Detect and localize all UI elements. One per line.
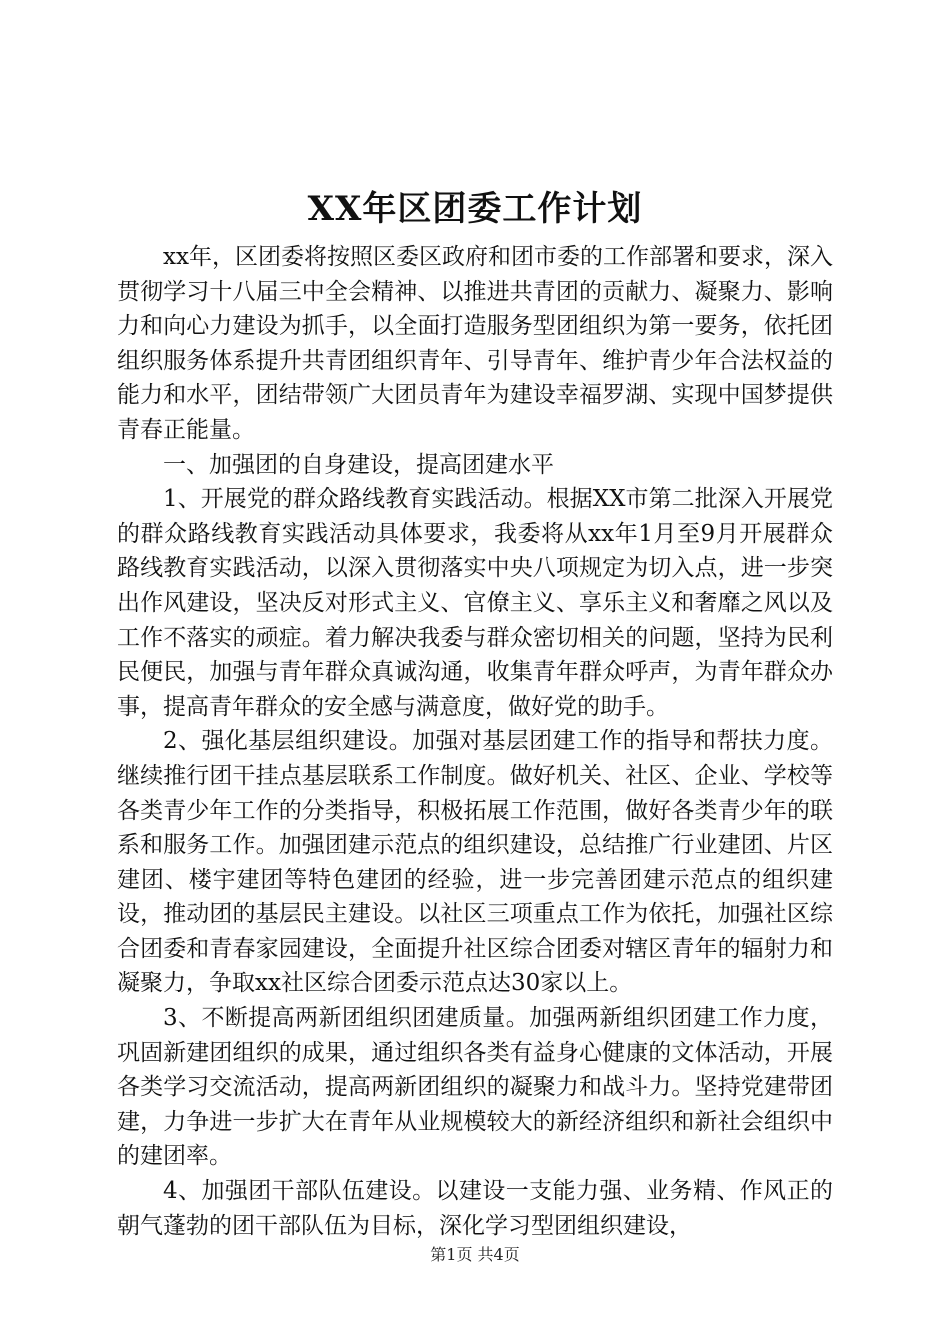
paragraph-item-4: 4、加强团干部队伍建设。以建设一支能力强、业务精、作风正的朝气蓬勃的团干部队伍为目标，深化学习型团组织建设， bbox=[117, 1178, 833, 1239]
paragraph-item-2: 2、强化基层组织建设。加强对基层团建工作的指导和帮扶力度。继续推行团干挂点基层联系工作制度。做好机关、社区、企业、学校等各类青少年工作的分类指导，积极拓展工作范围，做好各类青少年的联系和服务工作。加强团建示范点的组织建设，总结推广行业建团、片区建团、楼宇建团等特色建团的经验，进一步完善团建示范点的组织建设，推动团的基层民主建设。以社区三项重点工作为依托，加强社区综合团委和青春家园建设，全面提升社区综合团委对辖区青年的辐射力和凝聚力，争取xx社区综合团委示范点达30家以上。 bbox=[117, 728, 833, 997]
paragraph-item-3: 3、不断提高两新团组织团建质量。加强两新组织团建工作力度，巩固新建团组织的成果，通过组织各类有益身心健康的文体活动，开展各类学习交流活动，提高两新团组织的凝聚力和战斗力。坚持党建带团建，力争进一步扩大在青年从业规模较大的新经济组织和新社会组织中的建团率。 bbox=[117, 1005, 833, 1170]
document-body bbox=[117, 240, 833, 1243]
paragraph-intro: xx年，区团委将按照区委区政府和团市委的工作部署和要求，深入贯彻学习十八届三中全会精神、以推进共青团的贡献力、凝聚力、影响力和向心力建设为抓手，以全面打造服务型团组织为第一要务，依托团组织服务体系提升共青团组织青年、引导青年、维护青少年合法权益的能力和水平，团结带领广大团员青年为建设幸福罗湖、实现中国梦提供青春正能量。 bbox=[117, 244, 833, 443]
section-heading-1: 一、加强团的自身建设，提高团建水平 bbox=[163, 451, 554, 478]
document-title: XX年区团委工作计划 bbox=[307, 189, 643, 229]
paragraph-item-1: 1、开展党的群众路线教育实践活动。根据XX市第二批深入开展党的群众路线教育实践活动具体要求，我委将从xx年1月至9月开展群众路线教育实践活动，以深入贯彻落实中央八项规定为切入点，进一步突出作风建设，坚决反对形式主义、官僚主义、享乐主义和奢靡之风以及工作不落实的顽症。着力解决我委与群众密切相关的问题，坚持为民利民便民，加强与青年群众真诚沟通，收集青年群众呼声，为青年群众办事，提高青年群众的安全感与满意度，做好党的助手。 bbox=[117, 486, 833, 720]
page-footer: 第1页 共4页 bbox=[430, 1245, 520, 1264]
